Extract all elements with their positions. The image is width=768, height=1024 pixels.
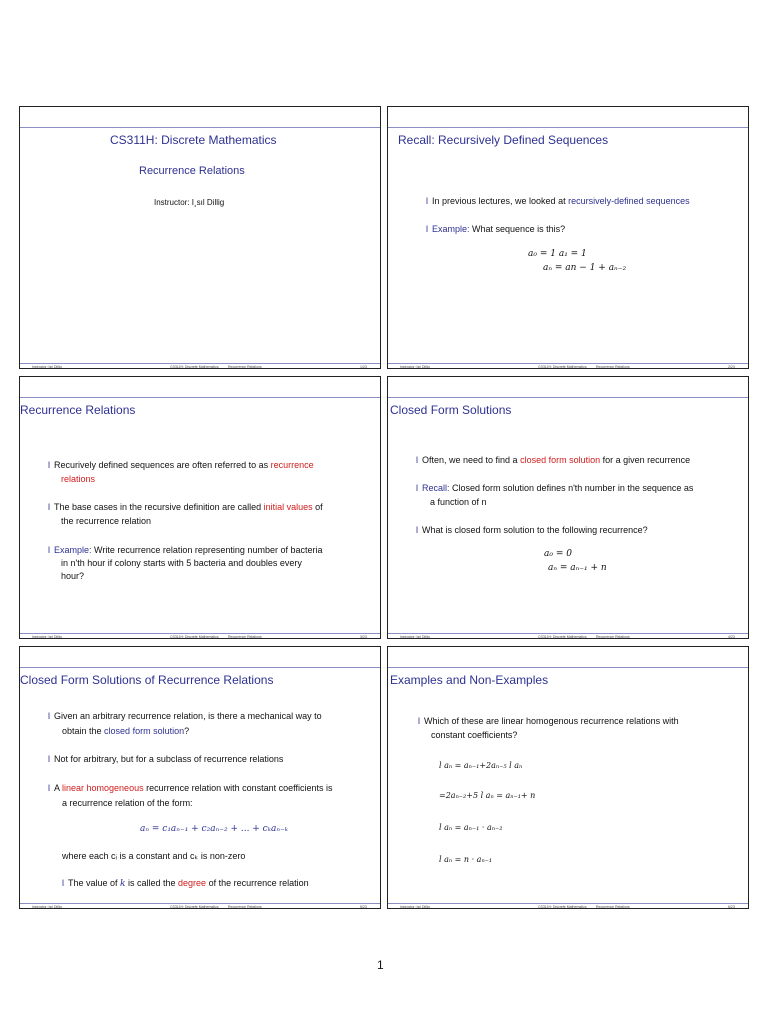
bullet-text: Which of these are linear homogenous recurrence relations with <box>424 716 679 726</box>
bullet-1: l In previous lectures, we looked at recursively-defined sequences <box>426 196 690 206</box>
lecture-subtitle: Recurrence Relations <box>139 165 245 177</box>
equation-2: aₙ = an − 1 + aₙ₋₂ <box>543 263 627 273</box>
footer-page: 1/23 <box>360 365 367 369</box>
bullet-text: Closed form solution defines n'th number in the sequence as <box>449 483 694 493</box>
footer-topic: Recurrence Relations <box>228 635 262 639</box>
example-2: =2aₙ₋₂+5 l aₙ = aₙ₋₁+ n <box>439 791 536 800</box>
footer-page: 2/23 <box>728 365 735 369</box>
footer-page: 3/23 <box>360 635 367 639</box>
slide-title: Recall: Recursively Defined Sequences <box>398 133 609 147</box>
linear-recurrence-equation: aₙ = c₁aₙ₋₁ + c₂aₙ₋₂ + ... + cₖaₙ₋ₖ <box>140 824 289 834</box>
slide-top-rule <box>20 667 380 668</box>
course-title: CS311H: Discrete Mathematics <box>110 133 277 147</box>
highlight-text: Recall: <box>422 483 450 493</box>
bullet-2-cont: a function of n <box>430 497 487 507</box>
slide-bottom-rule <box>20 363 380 364</box>
highlight-text: recursively-defined sequences <box>568 196 690 206</box>
slide-4 <box>387 376 749 639</box>
bullet-1-cont: relations <box>61 474 96 484</box>
slide-6 <box>387 646 749 909</box>
bullet-1-cont: constant coefficients? <box>431 730 518 740</box>
footer-topic: Recurrence Relations <box>596 905 630 909</box>
slide-top-rule <box>20 397 380 398</box>
bullet-text-end: recurrence relation with constant coefficients is <box>143 783 333 793</box>
bullet-2: l Recall: Closed form solution defines n'th number in the sequence as <box>416 483 694 493</box>
footer-instructor: Instructor: Işıl Dillig, <box>400 635 431 639</box>
bullet-2: l The base cases in the recursive definition are called initial values of <box>48 502 323 512</box>
slide-2 <box>387 106 749 369</box>
bullet-text-end: of the recurrence relation <box>206 878 309 888</box>
footer-topic: Recurrence Relations <box>596 365 630 369</box>
slide-bottom-rule <box>388 903 748 904</box>
footer-course: CS311H: Discrete Mathematics <box>538 365 587 369</box>
bullet-text: The base cases in the recursive definition are called <box>54 502 264 512</box>
bullet-3-cont: in n'th hour if colony starts with 5 bacteria and doubles every <box>61 558 302 568</box>
bullet-1-cont <box>62 725 189 737</box>
slide-top-rule <box>20 127 380 128</box>
slide-3 <box>19 376 381 639</box>
slide-1 <box>19 106 381 369</box>
slide-title: Closed Form Solutions <box>390 403 512 417</box>
footer-instructor: Instructor: Işıl Dillig, <box>400 365 431 369</box>
bullet-text: In previous lectures, we looked at <box>432 196 569 206</box>
slide-bottom-rule <box>388 633 748 634</box>
footer-instructor: Instructor: Işıl Dillig, <box>32 365 63 369</box>
bullet-text: The value of <box>68 878 121 888</box>
bullet-text: Recurively defined sequences are often referred to as <box>54 460 271 470</box>
equation-1: a₀ = 1 a₁ = 1 <box>528 249 587 259</box>
slide-title: Recurrence Relations <box>20 403 136 417</box>
bullet-2: l Example: What sequence is this? <box>426 224 566 234</box>
example-1: l aₙ = aₙ₋₁+2aₙ₋₅ l aₙ <box>439 761 523 770</box>
bullet-text: Write recurrence relation representing number of bacteria <box>91 545 323 555</box>
bullet-text: What is closed form solution to the following recurrence? <box>422 525 648 535</box>
bullet-2-cont: the recurrence relation <box>61 516 152 526</box>
bullet-1: l Often, we need to find a closed form solution for a given recurrence <box>416 455 691 465</box>
bullet-text: A <box>54 783 63 793</box>
footer-course: CS311H: Discrete Mathematics <box>170 365 219 369</box>
footer-instructor: Instructor: Işıl Dillig, <box>32 905 63 909</box>
footer-page: 5/23 <box>360 905 367 909</box>
bullet-text: Given an arbitrary recurrence relation, is there a mechanical way to <box>54 711 322 721</box>
bullet-text-end: ? <box>184 726 190 736</box>
bullet-4: l The value of k is called the degree of the recurrence relation <box>62 878 309 889</box>
slide-bottom-rule <box>20 903 380 904</box>
equation-2: aₙ = aₙ₋₁ + n <box>548 563 607 573</box>
footer-instructor: Instructor: Işıl Dillig, <box>400 905 431 909</box>
highlight-text: Example: <box>54 545 92 555</box>
bullet-1: l Which of these are linear homogenous recurrence relations with <box>418 716 679 726</box>
slide-top-rule <box>388 127 748 128</box>
bullet-text: Not for arbitrary, but for a subclass of recurrence relations <box>54 754 284 764</box>
slide-title: Closed Form Solutions of Recurrence Relations <box>20 673 274 687</box>
highlight-text: closed form solution <box>104 726 185 736</box>
bullet-3: l Example: Write recurrence relation representing number of bacteria <box>48 545 323 555</box>
footer-topic: Recurrence Relations <box>596 635 630 639</box>
bullet-text-end: of <box>312 502 323 512</box>
highlight-text: linear homogeneous <box>62 783 144 793</box>
footer-course: CS311H: Discrete Mathematics <box>170 635 219 639</box>
slide-bottom-rule <box>20 633 380 634</box>
highlight-text: degree <box>178 878 207 888</box>
footer-course: CS311H: Discrete Mathematics <box>170 905 219 909</box>
highlight-text: Example: <box>432 224 470 234</box>
bullet-text-end: for a given recurrence <box>600 455 691 465</box>
bullet-3-cont-2: hour? <box>61 571 85 581</box>
slide-5 <box>19 646 381 909</box>
footer-topic: Recurrence Relations <box>228 905 262 909</box>
coefficient-note: where each cᵢ is a constant and cₖ is non-zero <box>62 851 246 861</box>
bullet-text: What sequence is this? <box>469 224 566 234</box>
highlight-text: closed form solution <box>520 455 601 465</box>
bullet-1: l Recurively defined sequences are often referred to as recurrence <box>48 460 314 470</box>
bullet-3: l A linear homogeneous recurrence relation with constant coefficients is <box>48 783 333 793</box>
highlight-text: recurrence <box>270 460 314 470</box>
footer-instructor: Instructor: Işıl Dillig, <box>32 635 63 639</box>
equation-1: a₀ = 0 <box>544 549 572 559</box>
degree-variable: k <box>120 879 126 889</box>
highlight-text: initial values <box>263 502 313 512</box>
example-3: l aₙ = aₙ₋₁ · aₙ₋₂ <box>439 823 503 832</box>
footer-topic: Recurrence Relations <box>228 365 262 369</box>
bullet-3-cont: a recurrence relation of the form: <box>62 798 193 808</box>
slide-top-rule <box>388 667 748 668</box>
slide-bottom-rule <box>388 363 748 364</box>
footer-course: CS311H: Discrete Mathematics <box>538 905 587 909</box>
footer-page: 4/23 <box>728 635 735 639</box>
bullet-1: l Given an arbitrary recurrence relation, is there a mechanical way to <box>48 711 322 721</box>
slide-title: Examples and Non-Examples <box>390 673 549 687</box>
example-4: l aₙ = n · aₙ₋₁ <box>439 855 493 864</box>
bullet-2: l Not for arbitrary, but for a subclass of recurrence relations <box>48 754 284 764</box>
footer-page: 6/23 <box>728 905 735 909</box>
bullet-text: obtain the <box>62 726 105 736</box>
page-number: 1 <box>377 958 384 972</box>
footer-course: CS311H: Discrete Mathematics <box>538 635 587 639</box>
bullet-text-mid: is called the <box>125 878 179 888</box>
bullet-text: Often, we need to find a <box>422 455 521 465</box>
instructor-name: Instructor: I¸sıl Dillig <box>154 198 225 207</box>
slide-top-rule <box>388 397 748 398</box>
bullet-3: l What is closed form solution to the following recurrence? <box>416 525 648 535</box>
